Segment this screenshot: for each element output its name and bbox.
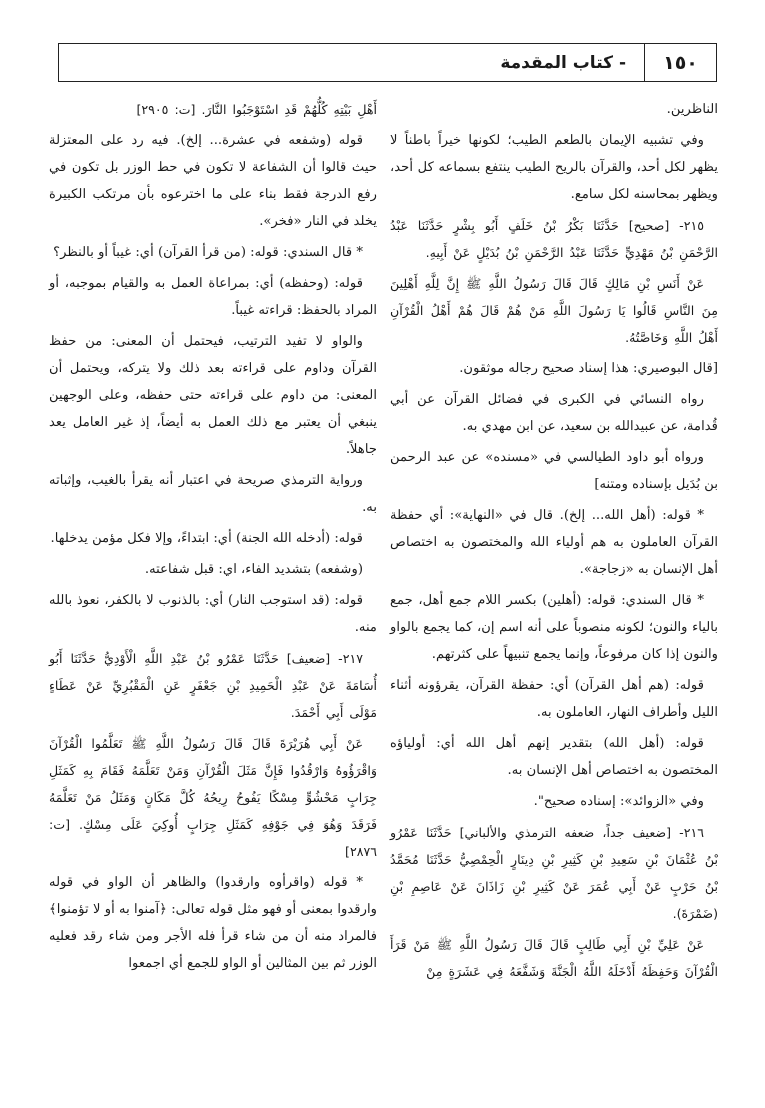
paragraph: ٢١٥- [صحيح] حَدَّثَنَا بَكْرُ بْنُ خَلَفٍ أَبُو بِشْرٍ حَدَّثَنَا عَبْدُ الرَّحْمَنِ بْنُ مَهْدِيٍّ حَدَّثَنَا عَبْدُ الرَّحْمَنِ بْنُ بُدَيْلٍ عَنْ أَبِيهِ.	[390, 218, 718, 260]
paragraph: الناظرين.	[666, 102, 718, 117]
paragraph: * قوله: (أهل الله... إلخ). قال في «النهاية»: أي حفظة القرآن العاملون به هم أولياء الله والمختصون به اختصاص أهل الإنسان به «زجاجة».	[390, 508, 718, 577]
paragraph: قوله: (وحفظه) أي: بمراعاة العمل به والقيام بموجبه، أو المراد بالحفظ: قراءته غيباً.	[49, 276, 377, 318]
left-column	[49, 96, 377, 981]
page-header	[58, 43, 717, 82]
paragraph: وفي «الزوائد»: إسناده صحيح".	[533, 794, 704, 809]
chapter-title: - كتاب المقدمة	[500, 52, 626, 73]
paragraph: قوله: (قد استوجب النار) أي: بالذنوب لا بالكفر، نعوذ بالله منه.	[49, 593, 377, 635]
page-number: ١٥٠	[644, 44, 716, 81]
paragraph: (وشفعه) بتشديد الفاء، اي: قبل شفاعته.	[144, 562, 363, 577]
paragraph: ٢١٧- [ضعيف] حَدَّثَنَا عَمْرُو بْنُ عَبْدِ اللَّهِ الْأَوْدِيُّ حَدَّثَنَا أَبُو أُسَامَةَ عَنْ عَبْدِ الْحَمِيدِ بْنِ جَعْفَرٍ عَنِ الْمَقْبُرِيِّ عَنْ عَطَاءٍ مَوْلَى أَبِي أَحْمَدَ.	[49, 651, 377, 720]
paragraph: رواه النسائي في الكبرى في فضائل القرآن عن أبي قُدامة، عن عبيدالله بن سعيد، عن ابن مهدي به.	[390, 392, 718, 434]
paragraph: عَنْ عَلِيِّ بْنِ أَبِي طَالِبٍ قَالَ قَالَ رَسُولُ اللَّهِ ﷺ مَنْ قَرَأَ الْقُرْآنَ وَحَفِظَهُ أَدْخَلَهُ اللَّهُ الْجَنَّةَ وَشَفَّعَهُ فِي عَشَرَةٍ مِنْ	[390, 937, 718, 979]
paragraph: قوله (وشفعه في عشرة... إلخ). فيه رد على المعتزلة حيث قالوا أن الشفاعة لا تكون في حط الوزر بل تكون في رفع الدرجة فقط بناء على ما اخترعوه بأن مرتكب الكبيرة يخلد في النار «فخر».	[49, 133, 377, 229]
paragraph: ٢١٦- [ضعيف جداً، ضعفه الترمذي والألباني] حَدَّثَنَا عَمْرُو بْنُ عُثْمَانَ بْنِ سَعِيدِ بْنِ كَثِيرِ بْنِ دِينَارٍ الْحِمْصِيُّ حَدَّثَنَا مُحَمَّدُ بْنُ حَرْبٍ عَنْ أَبِي عُمَرَ عَنْ كَثِيرِ بْنِ زَاذَانَ عَنْ عَاصِمِ بْنِ (ضَمْرَةَ).	[390, 825, 718, 921]
paragraph: عَنْ أَبِي هُرَيْرَةَ قَالَ قَالَ رَسُولُ اللَّهِ ﷺ تَعَلَّمُوا الْقُرْآنَ وَاقْرَؤُوهُ وَارْقُدُوا فَإِنَّ مَثَلَ الْقُرْآنِ وَمَنْ تَعَلَّمَهُ فَقَامَ بِهِ كَمَثَلِ جِرَابٍ مَحْشُوٍّ مِسْكًا يَفُوحُ رِيحُهُ كُلَّ مَكَانٍ وَمَثَلُ مَنْ تَعَلَّمَهُ فَرَقَدَ وَهُوَ فِي جَوْفِهِ كَمَثَلِ جِرَابٍ أُوكِيَ عَلَى مِسْكٍ. [ت: ٢٨٧٦]	[49, 736, 377, 859]
paragraph: وفي تشبيه الإيمان بالطعم الطيب؛ لكونها خيراً باطناً لا يظهر لكل أحد، والقرآن بالريح الطيب ينتفع بسماعه كل أحد، ويظهر بمحاسنه لكل سامع.	[390, 133, 718, 202]
paragraph: * قوله (واقرأوه وارقدوا) والظاهر أن الواو في قوله وارقدوا بمعنى أو فهو مثل قوله تعالى: ﴿آمنوا به أو لا تؤمنوا﴾ فالمراد منه أن من شاء قرأ فله الأجر ومن شاء رقد فعليه الوزر ثم بين المثالين أو الواو للجمع أي اجمعوا	[49, 875, 377, 971]
paragraph: [قال البوصيري: هذا إسناد صحيح رجاله موثقون.	[459, 361, 718, 376]
paragraph: ورواية الترمذي صريحة في اعتبار أنه يقرأ بالغيب، وإثباته به.	[49, 473, 377, 515]
paragraph: قوله: (هم أهل القرآن) أي: حفظة القرآن، يقرؤونه أثناء الليل وأطراف النهار، العاملون به.	[390, 678, 718, 720]
paragraph: * قال السندي: قوله: (أهلين) بكسر اللام جمع أهل، جمع بالياء والنون؛ لكونه منصوباً على أنه اسم إن، كما يجمع بالواو والنون إذا كان مرفوعاً، وإنما يجمع تنبيهاً على كثرتهم.	[390, 593, 718, 662]
paragraph: قوله: (أدخله الله الجنة) أي: ابتداءً، وإلا فكل مؤمن يدخلها.	[50, 531, 363, 546]
paragraph: أَهْلِ بَيْتِهِ كُلُّهُمْ قَدِ اسْتَوْجَبُوا النَّارَ. [ت: ٢٩٠٥]	[136, 102, 377, 117]
paragraph: عَنْ أَنَسِ بْنِ مَالِكٍ قَالَ قَالَ رَسُولُ اللَّهِ ﷺ إِنَّ لِلَّهِ أَهْلِينَ مِنَ النَّاسِ قَالُوا يَا رَسُولَ اللَّهِ مَنْ هُمْ قَالَ هُمْ أَهْلُ الْقُرْآنِ أَهْلُ اللَّهِ وَخَاصَّتُهُ.	[390, 276, 718, 345]
paragraph: * قال السندي: قوله: (من قرأ القرآن) أي: غيباً أو بالنظر؟	[53, 245, 363, 260]
right-column	[390, 96, 718, 989]
paragraph: والواو لا تفيد الترتيب، فيحتمل أن المعنى: من حفظ القرآن وداوم على قراءته بعد ذلك ولا يتركه، ويحتمل أن المعنى: من داوم على قراءته حتى حفظه، وعلى الوجهين ينبغي أن يعتبر مع ذلك العمل به أيضاً، إذ غير العامل يعد جاهلاً.	[49, 334, 377, 457]
paragraph: قوله: (أهل الله) بتقدير إنهم أهل الله أي: أولياؤه المختصون به اختصاص أهل الإنسان به.	[390, 736, 718, 778]
paragraph: ورواه أبو داود الطيالسي في «مسنده» عن عبد الرحمن بن بُدَيل بإسناده ومتنه]	[390, 450, 718, 492]
